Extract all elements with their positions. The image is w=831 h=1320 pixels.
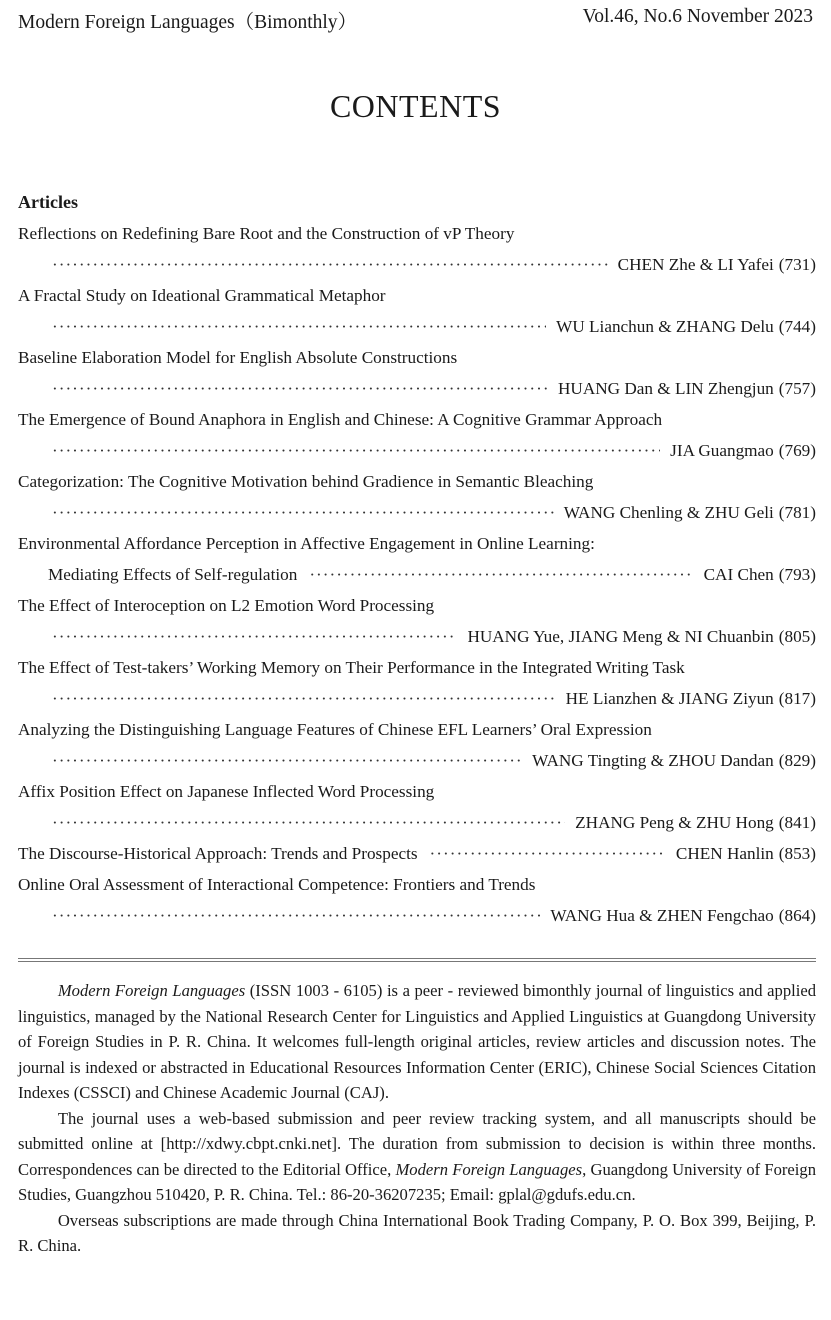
author-line (52, 751, 816, 771)
article-title: Baseline Elaboration Model for English Absolute Constructions (18, 348, 458, 367)
article-authors: WANG Tingting & ZHOU Dandan (532, 751, 774, 770)
dot-leader (52, 906, 540, 926)
article-title: The Emergence of Bound Anaphora in English and Chinese: A Cognitive Grammar Approach (18, 410, 663, 429)
author-line (52, 813, 816, 833)
dot-leader (52, 627, 457, 647)
dot-leader (52, 255, 608, 275)
description-paragraph (18, 978, 816, 1106)
subscription-paragraph: Overseas subscriptions are made through China International Book Trading Company, P. O. Box 399, Beijing, P. R. China. (18, 1210, 816, 1255)
contact-text: , Guangdong University of Foreign Studies, Guangzhou 510420, P. R. China. Tel.: 86-20-36207235; Email: gplal@gdufs.edu.cn. (18, 1159, 816, 1204)
toc-entry[interactable] (18, 220, 816, 282)
article-title: Analyzing the Distinguishing Language Features of Chinese EFL Learners’ Oral Expression (18, 720, 652, 739)
article-title-continued: Mediating Effects of Self-regulation (48, 565, 298, 584)
author-line (52, 689, 816, 709)
dot-leader (52, 503, 554, 523)
page-number: (829) (778, 751, 816, 770)
submission-paragraph (18, 1106, 816, 1208)
article-authors: WU Lianchun & ZHANG Delu (556, 317, 774, 336)
dot-leader (52, 317, 546, 337)
article-title: Categorization: The Cognitive Motivation behind Gradience in Semantic Bleaching (18, 472, 594, 491)
dot-leader (52, 441, 660, 461)
article-authors: CHEN Zhe & LI Yafei (617, 255, 774, 274)
toc-entry[interactable] (18, 592, 816, 654)
toc-entry[interactable] (18, 654, 816, 716)
toc-entry[interactable] (18, 716, 816, 778)
article-authors: JIA Guangmao (670, 441, 774, 460)
article-authors: CHEN Hanlin (675, 844, 774, 863)
author-line (52, 317, 816, 337)
issue-info: Vol.46, No.6 November 2023 (582, 6, 813, 27)
section-heading: Articles (18, 192, 78, 212)
author-line (18, 844, 816, 864)
toc-entry[interactable] (18, 530, 816, 592)
author-line (52, 379, 816, 399)
dot-leader (52, 751, 522, 771)
page-number: (731) (778, 255, 816, 274)
article-title: The Effect of Interoception on L2 Emotion Word Processing (18, 596, 435, 615)
article-authors: HUANG Dan & LIN Zhengjun (558, 379, 774, 398)
dot-leader (52, 379, 548, 399)
page-number: (817) (778, 689, 816, 708)
dot-leader (430, 844, 666, 864)
article-title: A Fractal Study on Ideational Grammatical Metaphor (18, 286, 386, 305)
page-number: (805) (778, 627, 816, 646)
article-title: Online Oral Assessment of Interactional Competence: Frontiers and Trends (18, 875, 536, 894)
author-line (52, 441, 816, 461)
article-title: Environmental Affordance Perception in Affective Engagement in Online Learning: (18, 534, 595, 553)
author-line (52, 627, 816, 647)
toc-entry[interactable] (18, 778, 816, 840)
author-line (48, 565, 816, 585)
journal-name: Modern Foreign Languages（Bimonthly） (18, 12, 358, 33)
toc-entry[interactable] (18, 840, 816, 871)
page-number: (864) (778, 906, 816, 925)
page-number: (769) (778, 441, 816, 460)
article-title: The Effect of Test-takers’ Working Memory on Their Performance in the Integrated Writing Task (18, 658, 685, 677)
page-number: (757) (778, 379, 816, 398)
page-title: CONTENTS (329, 88, 502, 124)
article-authors: CAI Chen (703, 565, 774, 584)
description-text: (ISSN 1003 - 6105) is a peer - reviewed bimonthly journal of linguistics and applied linguistics, managed by the National Research Center for Linguistics and Applied Linguistics at Guangdong University of Foreign Studies in P. R. China. It welcomes full-length original articles, review articles and discussion notes. The journal is indexed or abstracted in Educational Resources Information Center (ERIC), Chinese Social Sciences Citation Indexes (CSSCI) and Chinese Academic Journal (CAJ). (18, 981, 816, 1102)
dot-leader (309, 565, 693, 585)
article-authors: WANG Hua & ZHEN Fengchao (550, 906, 774, 925)
toc-entry[interactable] (18, 406, 816, 468)
article-authors: HE Lianzhen & JIANG Ziyun (565, 689, 774, 708)
dot-leader (52, 813, 565, 833)
page-number: (841) (778, 813, 816, 832)
article-title: Reflections on Redefining Bare Root and the Construction of vP Theory (18, 224, 515, 243)
journal-name-italic: Modern Foreign Languages (395, 1159, 583, 1179)
article-authors: HUANG Yue, JIANG Meng & NI Chuanbin (467, 627, 774, 646)
toc-entry[interactable] (18, 871, 816, 933)
submission-text: The journal uses a web-based submission and peer review tracking system, and all manuscripts should be submitted online at [http://xdwy.cbpt.cnki.net]. The duration from submission to decision is within three months. Correspondences can be directed to the Editorial Office, (18, 1108, 816, 1179)
article-title: Affix Position Effect on Japanese Inflected Word Processing (18, 782, 435, 801)
article-title: The Discourse-Historical Approach: Trends and Prospects (18, 844, 418, 863)
table-of-contents (18, 220, 816, 933)
author-line (52, 255, 816, 275)
journal-name-italic: Modern Foreign Languages (57, 981, 246, 1000)
author-line (52, 906, 816, 926)
page-number: (793) (778, 565, 816, 584)
dot-leader (52, 689, 556, 709)
page-number: (853) (778, 844, 816, 863)
running-header (18, 6, 813, 36)
page-number: (744) (778, 317, 816, 336)
page-number: (781) (778, 503, 816, 522)
article-authors: WANG Chenling & ZHU Geli (563, 503, 774, 522)
divider (18, 958, 816, 962)
toc-entry[interactable] (18, 344, 816, 406)
journal-description (18, 978, 816, 1259)
article-authors: ZHANG Peng & ZHU Hong (575, 813, 774, 832)
toc-entry[interactable] (18, 468, 816, 530)
author-line (52, 503, 816, 523)
toc-entry[interactable] (18, 282, 816, 344)
